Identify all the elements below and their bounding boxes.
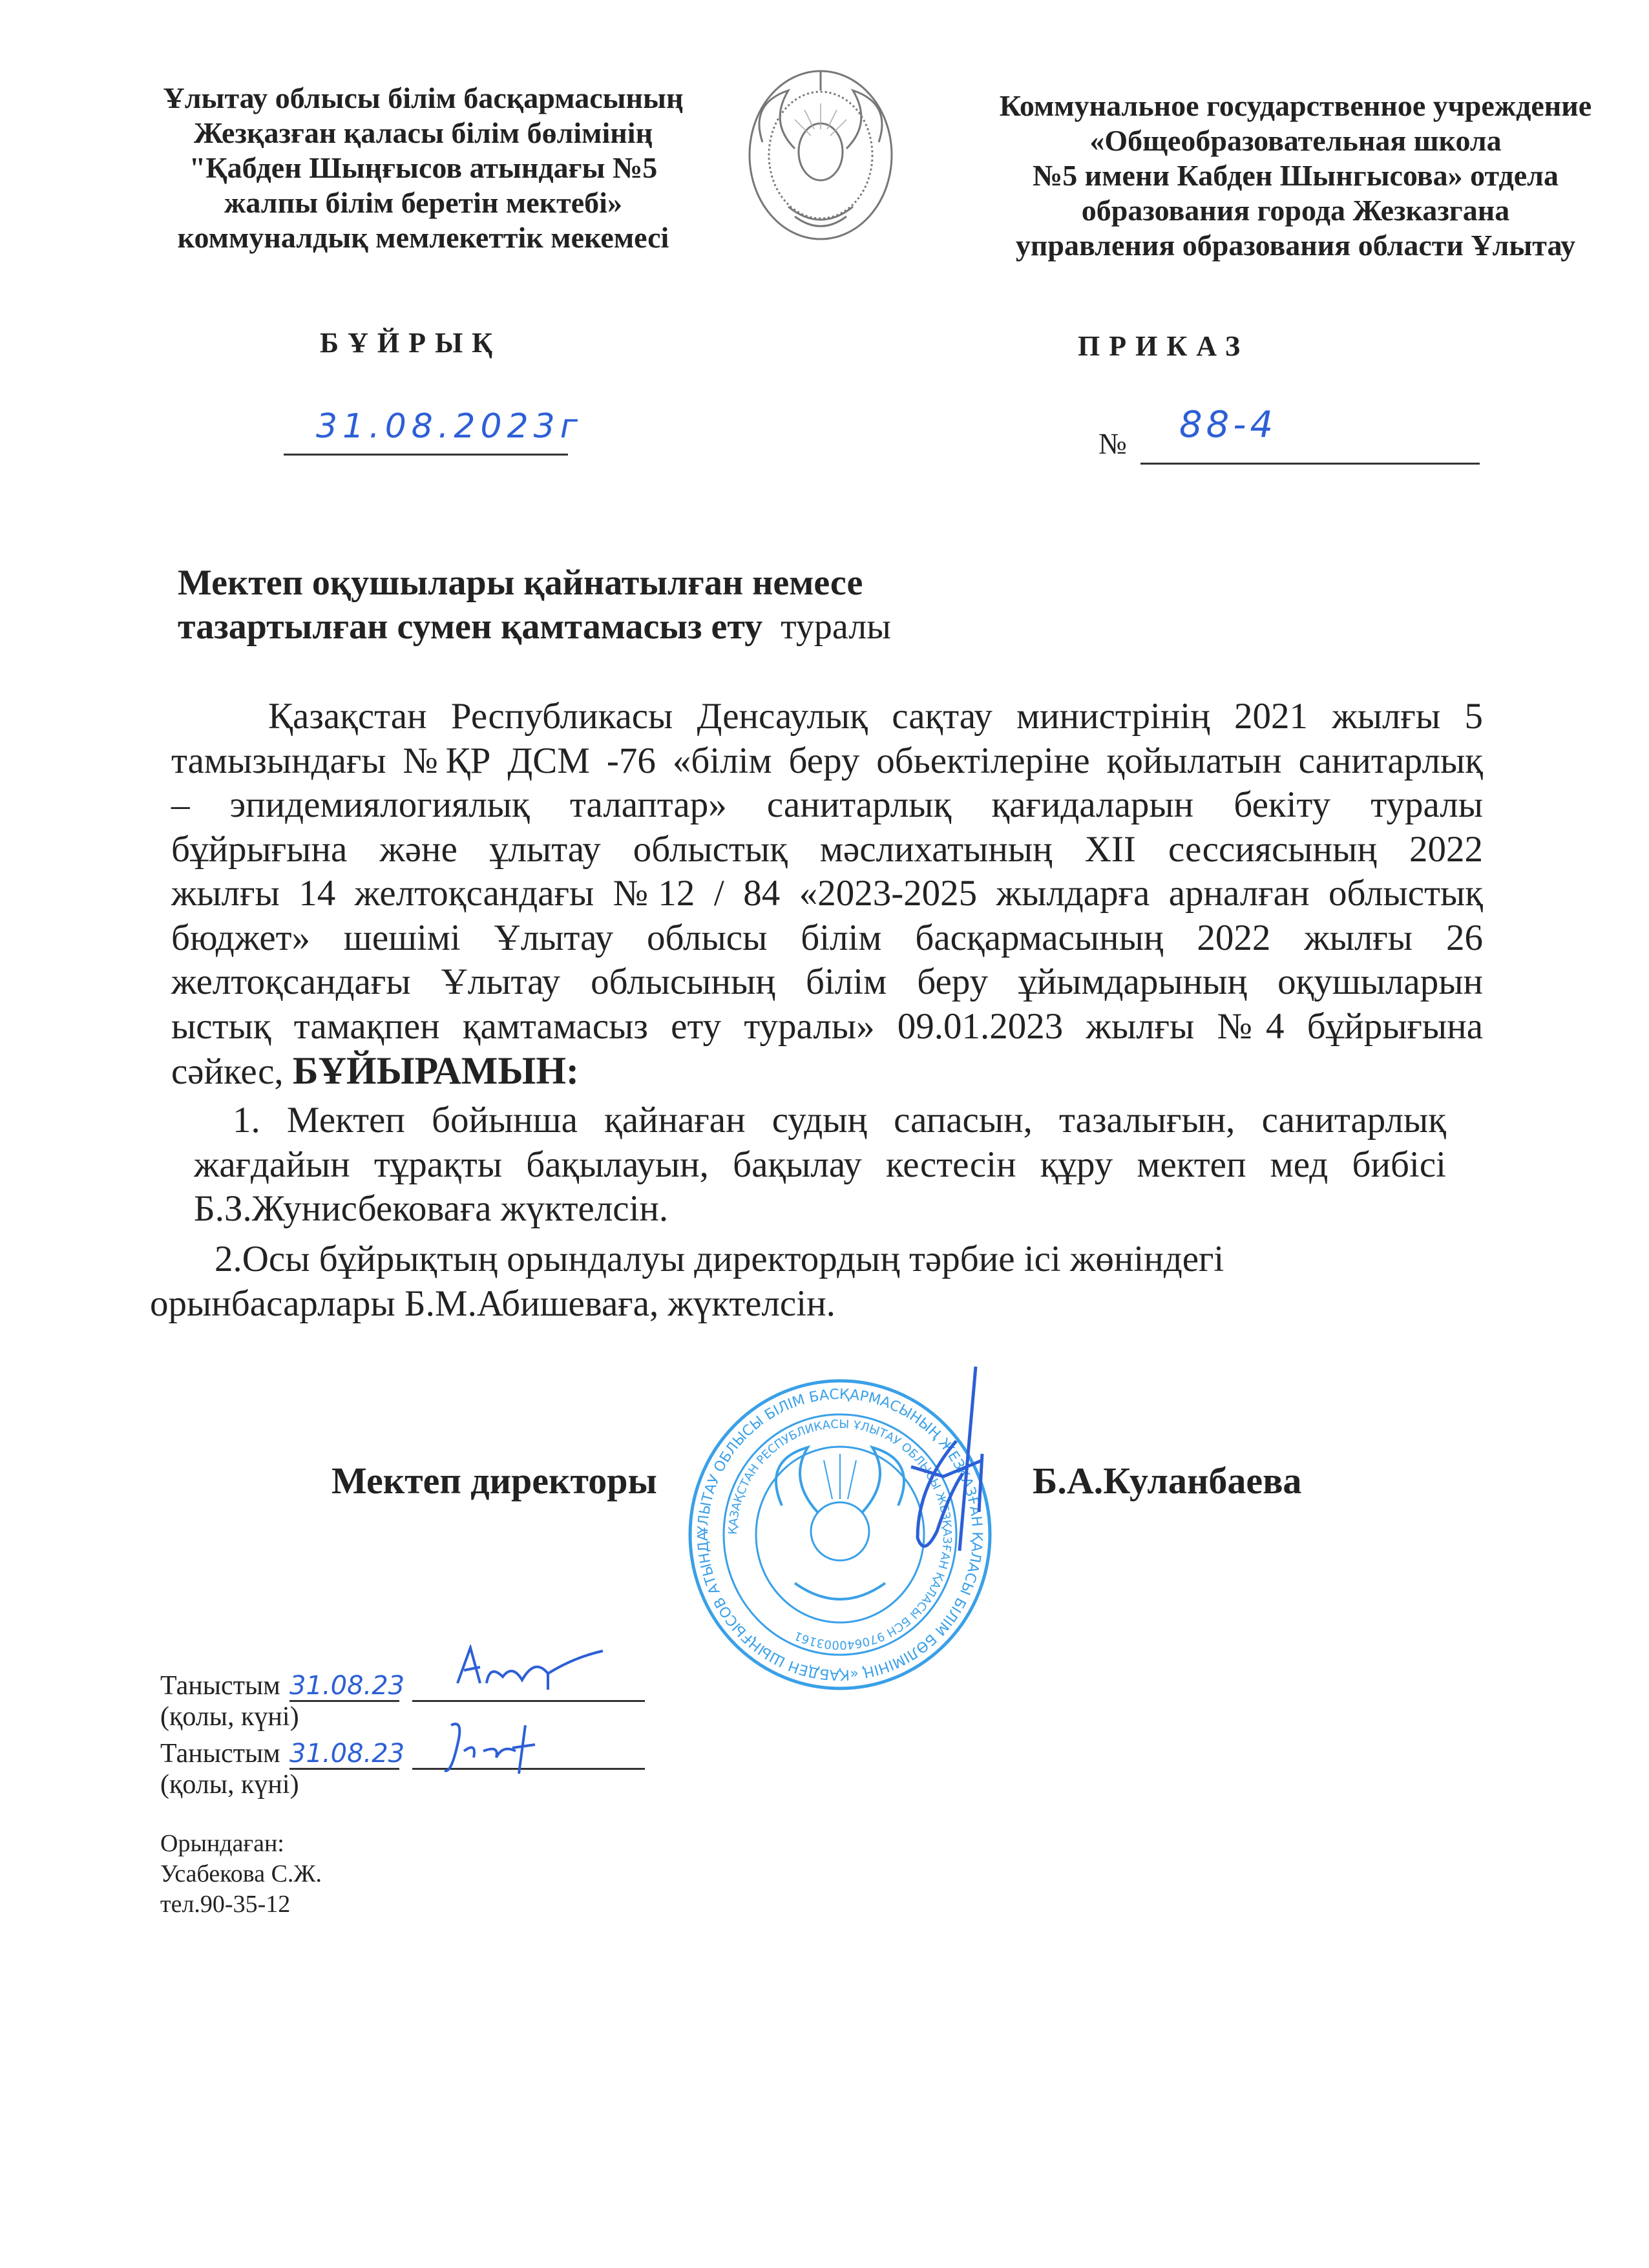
header-kk-line: коммуналдық мемлекеттік мекемесі [177, 221, 669, 254]
preamble-line: бюджет» шешімі Ұлытау облысы білім басқармасының 2022 жылғы 26 [171, 917, 1483, 958]
state-emblem [743, 65, 898, 246]
preamble-line: жылғы 14 желтоқсандағы №12 / 84 «2023-2025 жылдарға арналған облыстық [171, 873, 1483, 914]
title-line-2-normal: туралы [781, 607, 891, 647]
header-ru-line: управления образования области Ұлытау [1015, 229, 1576, 262]
preamble-last: сәйкес, [171, 1051, 284, 1092]
signature-position: Мектеп директоры [331, 1460, 657, 1502]
ack-caption: (қолы, күні) [160, 1770, 299, 1800]
director-name: Б.А.Куланбаева [1033, 1460, 1302, 1502]
ack-signature-line [412, 1738, 645, 1770]
item1-line: Б.З.Жунисбековаға жүктелсін. [194, 1188, 669, 1229]
doc-type-kk: БҰЙРЫҚ [320, 327, 502, 359]
order-word: БҰЙЫРАМЫН: [292, 1049, 579, 1092]
ack-signature-line [412, 1670, 645, 1702]
preamble-line: бұйрығына және ұлытау облыстық мәслихатының XII сессиясының 2022 [171, 828, 1483, 870]
date-field [284, 401, 583, 456]
preamble-line: Қазақстан Республикасы Денсаулық сақтау министрінің 2021 жылғы 5 [268, 696, 1483, 737]
ack-date-handwritten: 31.08.23 [289, 1739, 405, 1769]
ack-date-handwritten: 31.08.23 [289, 1671, 405, 1701]
ack-date-line [289, 1738, 405, 1770]
doc-type-ru: ПРИКАЗ [1078, 330, 1250, 362]
date-handwritten: 31.08.2023г [316, 407, 583, 446]
ack-label: Таныстым [160, 1671, 280, 1701]
order-item-1 [194, 1098, 1446, 1232]
executor-label: Орындаған: [160, 1830, 284, 1857]
header-ru-line: №5 имени Кабден Шынгысова» отдела [1032, 159, 1559, 192]
preamble-line: тамызындағы №ҚР ДСМ -76 «білім беру обьектілеріне қойылатын санитарлық [171, 740, 1483, 781]
acknowledgement-2 [160, 1738, 742, 1800]
preamble-line: – эпидемиялогиялық талаптар» санитарлық қағидаларын бекіту туралы [171, 784, 1483, 825]
preamble-line: желтоқсандағы Ұлытау облысының білім беру ұйымдарының оқушыларын [171, 961, 1483, 1002]
header-ru-line: Коммунальное государственное учреждение [999, 89, 1592, 122]
item1-line: 1. Мектеп бойынша қайнаған судың сапасын, тазалығын, санитарлық [233, 1100, 1446, 1140]
order-item-2 [150, 1237, 1313, 1326]
header-russian [989, 89, 1602, 263]
header-ru-line: образования города Жезказгана [1081, 194, 1510, 227]
ack-caption: (қолы, күні) [160, 1702, 299, 1732]
header-kk-line: жалпы білім беретін мектебі» [224, 186, 622, 219]
item2-line: орынбасарлары Б.М.Абишеваға, жүктелсін. [150, 1283, 835, 1324]
stamp-outer-text: ҰЛЫТАУ ОБЛЫСЫ БІЛІМ БАСҚАРМАСЫНЫҢ ЖЕЗҚАЗҒАН ҚАЛАСЫ БІЛІМ БӨЛІМІНІҢ «ҚАБДЕН ШЫҢҒЫСОВ АТЫНДА [695, 1386, 985, 1683]
header-kk-line: "Қабден Шыңғысов атындағы №5 [189, 151, 658, 184]
order-title [178, 561, 891, 649]
item2-line: 2.Осы бұйрықтың орындалуы директордың тәрбие ісі жөніндегі [215, 1239, 1224, 1279]
header-ru-line: «Общеобразовательная школа [1089, 124, 1502, 157]
item1-line: жағдайын тұрақты бақылауын, бақылау кестесін құру мектеп мед бибісі [194, 1144, 1446, 1185]
header-kk-line: Жезқазған қаласы білім бөлімінің [193, 116, 653, 149]
header-kazakh [149, 81, 698, 255]
executor-phone: тел.90-35-12 [160, 1891, 291, 1918]
preamble-line: ыстық тамақпен қамтамасыз ету туралы» 09.01.2023 жылғы №4 бұйрығына [171, 1005, 1483, 1047]
director-signature [892, 1363, 1021, 1557]
title-line-2-bold: тазартылған сумен қамтамасыз ету [178, 607, 763, 647]
ack-label: Таныстым [160, 1739, 280, 1769]
preamble [171, 695, 1483, 1095]
number-field [1140, 401, 1480, 465]
header-kk-line: Ұлытау облысы білім басқармасының [163, 81, 684, 114]
executor-name: Усабекова С.Ж. [160, 1860, 322, 1887]
stamp-inner-text: ҚАЗАҚСТАН РЕСПУБЛИКАСЫ ҰЛЫТАУ ОБЛЫСЫ ЖЕЗҚАЗҒАН ҚАЛАСЫ БСН 970640003161 [726, 1417, 954, 1652]
executor-block [160, 1829, 322, 1920]
title-line-1: Мектеп оқушылары қайнатылған немесе [178, 563, 863, 603]
ack-date-line [289, 1670, 405, 1702]
number-label: № [1098, 427, 1127, 460]
number-handwritten: 88-4 [1179, 404, 1277, 446]
